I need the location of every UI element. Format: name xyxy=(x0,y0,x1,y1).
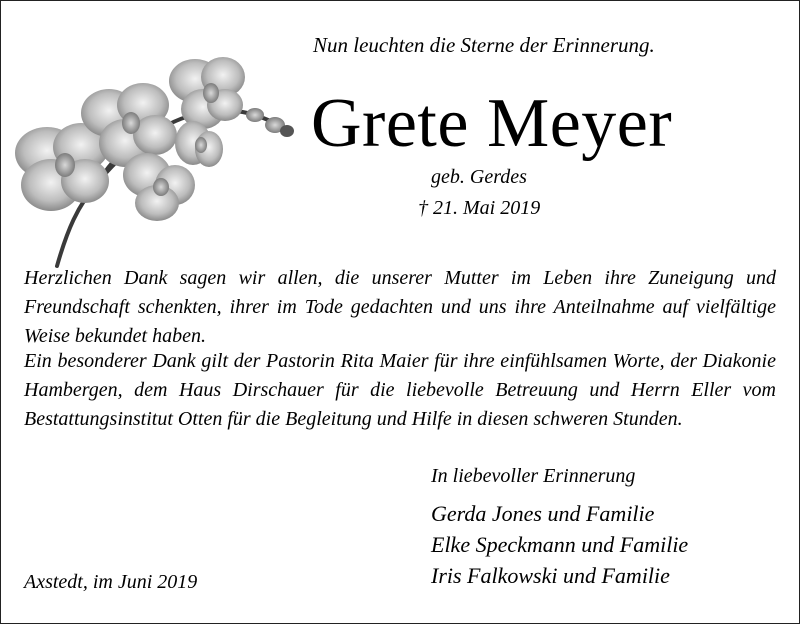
signer: Elke Speckmann und Familie xyxy=(431,532,689,557)
thanks-paragraph: Herzlichen Dank sagen wir allen, die unserer Mutter im Leben ihre Zuneigung und Freundschaft schenkten, ihrer im Tode gedachten und uns ihre Anteilnahme auf vielfältige Weise bekundet haben. xyxy=(24,267,776,347)
deceased-name: Grete Meyer xyxy=(311,85,673,162)
memorial-motto: Nun leuchten die Sterne der Erinnerung. xyxy=(313,33,655,57)
maiden-name: geb. Gerdes xyxy=(431,166,527,188)
signers-list xyxy=(431,498,688,591)
death-date: † 21. Mai 2019 xyxy=(418,197,541,219)
special-thanks-paragraph: Ein besonderer Dank gilt der Pastorin Rita Maier für ihre einfühlsamen Worte, der Diakonie Hambergen, dem Haus Dirschauer für die liebevolle Betreuung und Herrn Eller vom Bestattungsinstitut Otten für die Begleitung und Hilfe in diesen schweren Stunden. xyxy=(24,350,776,430)
signer: Iris Falkowski und Familie xyxy=(431,563,670,588)
place-date: Axstedt, im Juni 2019 xyxy=(24,571,198,593)
signer: Gerda Jones und Familie xyxy=(431,501,655,526)
orchid-branch-icon xyxy=(7,31,307,271)
closing-line: In liebevoller Erinnerung xyxy=(431,465,636,487)
